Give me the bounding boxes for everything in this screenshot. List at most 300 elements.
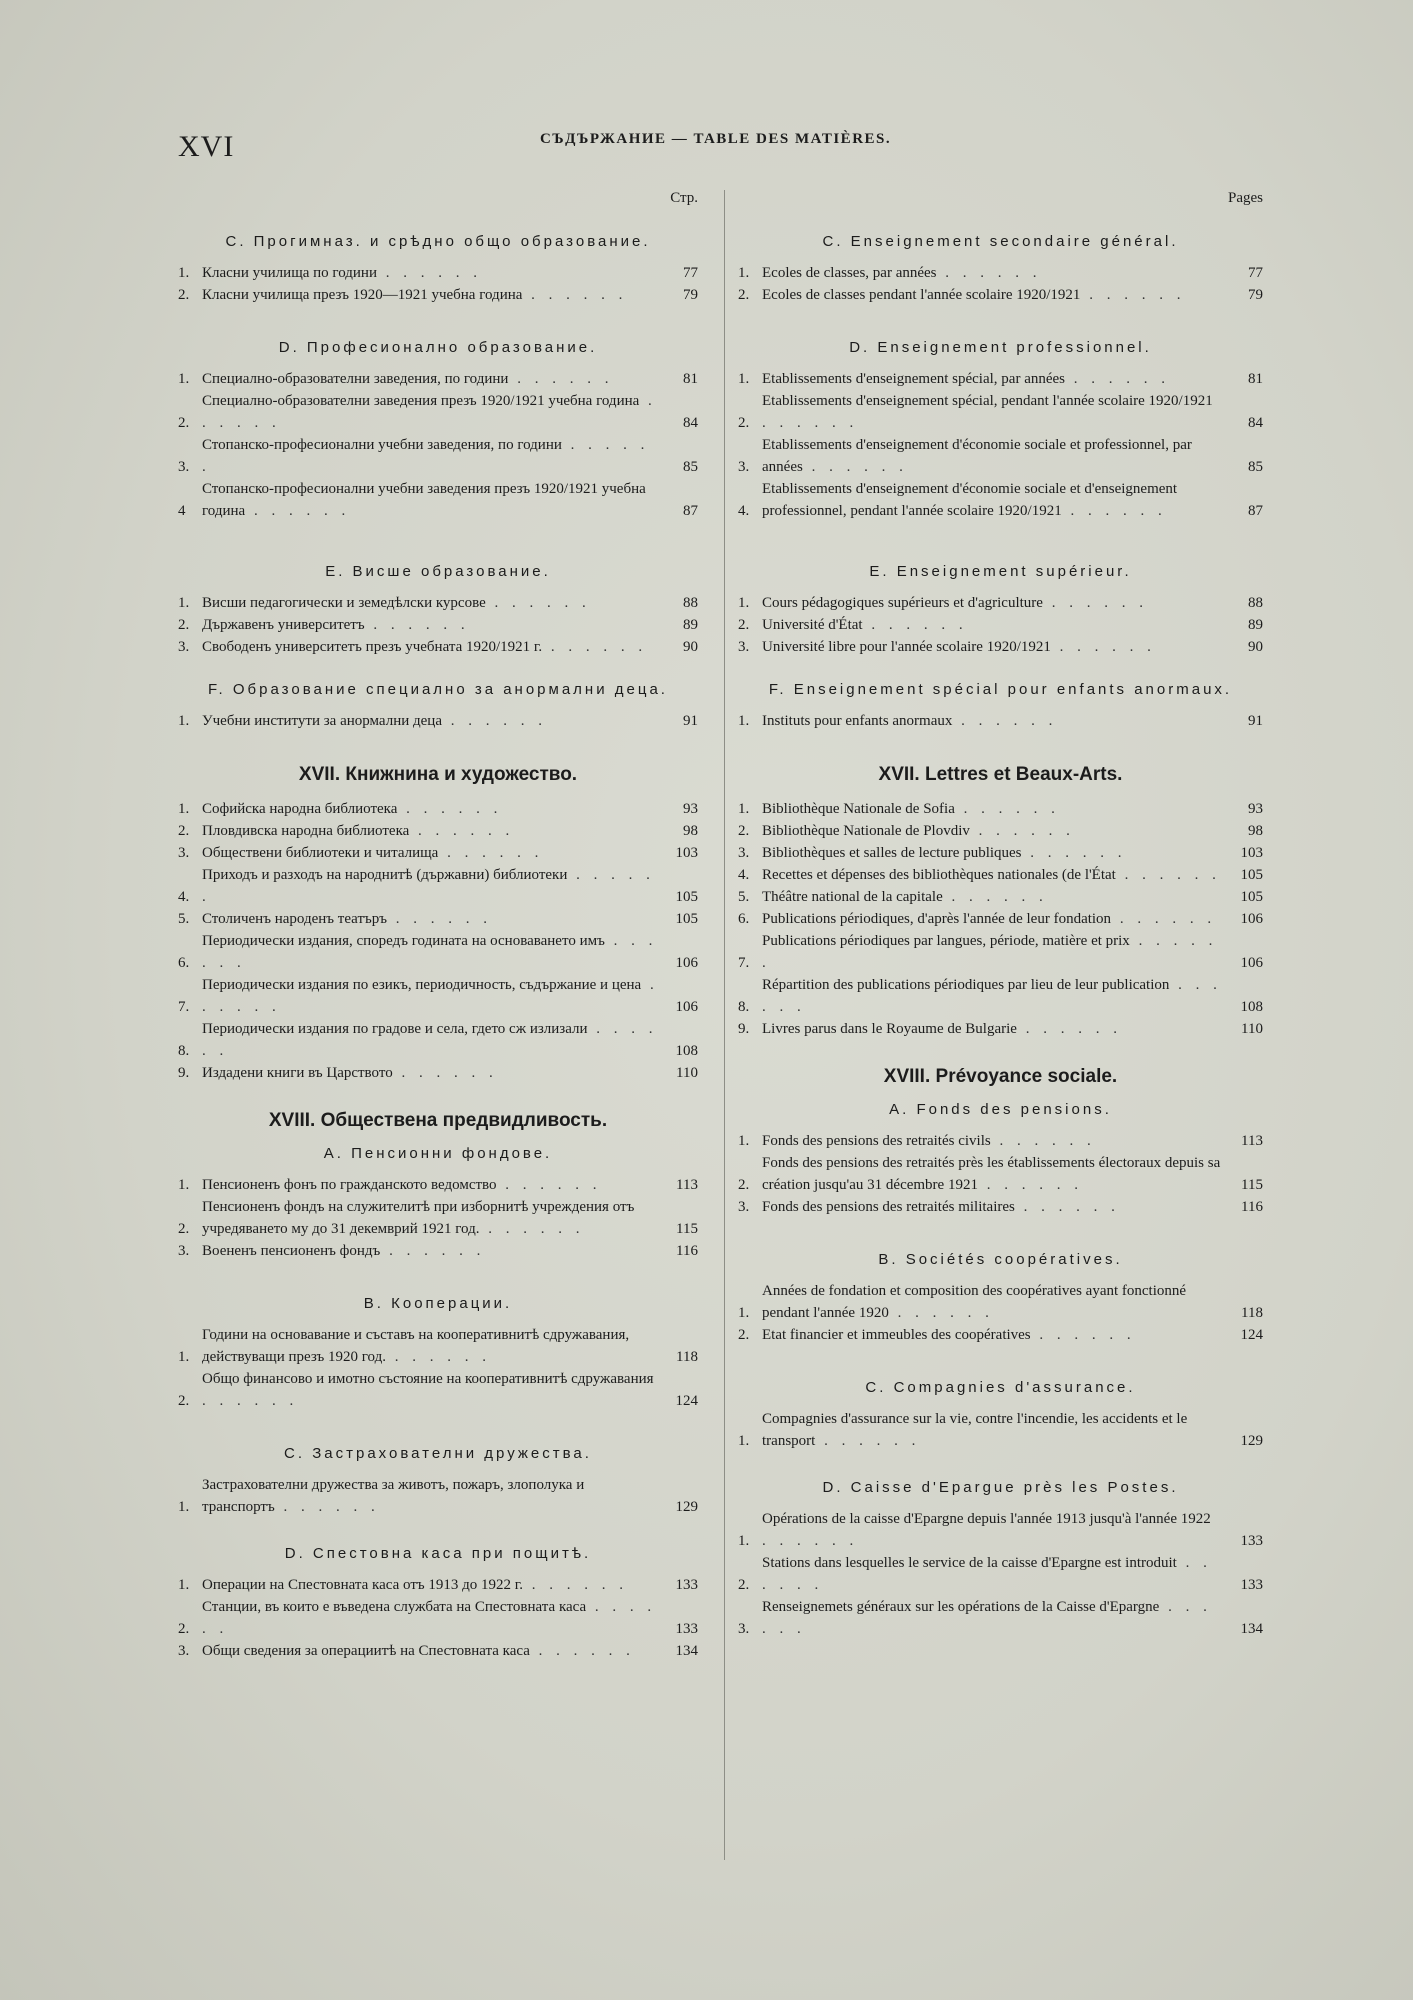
entry-page: 87	[683, 503, 698, 519]
toc-entry	[738, 390, 1263, 434]
entry-title-text: Stations dans lesquelles le service de la caisse d'Epargne est introduit	[762, 1555, 1177, 1571]
entry-number: 4.	[738, 867, 750, 883]
entry-number: 1.	[178, 1577, 190, 1593]
dot-leader: . . . . . .	[762, 1555, 1212, 1593]
entry-title-text: Общи сведения за операциитѣ на Спестовната каса	[202, 1643, 530, 1659]
toc-entry	[738, 614, 1263, 636]
entry-number: 2.	[178, 1221, 190, 1237]
entry-number: 1.	[178, 265, 190, 281]
dot-leader: . . . . . .	[1061, 503, 1167, 519]
section-heading: C. Compagnies d'assurance.	[865, 1379, 1136, 1396]
dot-leader: . . . . . .	[815, 1433, 921, 1449]
entry-number: 3.	[178, 639, 190, 655]
dot-leader: . . . . . .	[508, 371, 614, 387]
entry-page: 81	[1248, 371, 1263, 387]
entry-page: 106	[675, 999, 698, 1015]
section-heading: D. Професионално образование.	[278, 339, 598, 356]
entry-title	[202, 710, 660, 732]
entry-number: 2.	[178, 1621, 190, 1637]
entry-page: 81	[683, 371, 698, 387]
toc-entry	[178, 284, 698, 306]
dot-leader: . . . . . .	[479, 1221, 585, 1237]
entry-number: 1.	[738, 371, 750, 387]
toc-entry	[738, 930, 1263, 974]
entry-title-text: Обществени библиотеки и читалища	[202, 845, 439, 861]
entry-page: 110	[676, 1065, 698, 1081]
dot-leader: . . . . . .	[1030, 1327, 1136, 1343]
entry-title	[202, 1196, 660, 1240]
toc-entry	[738, 478, 1263, 522]
toc-block	[738, 1064, 1263, 1218]
dot-leader: . . . . . .	[202, 393, 657, 431]
dot-leader: . . . . . .	[977, 1177, 1083, 1193]
dot-leader: . . . . . .	[954, 801, 1060, 817]
entry-title	[202, 390, 660, 434]
entry-title	[202, 636, 660, 658]
entry-number: 1.	[178, 595, 190, 611]
entry-title-text: Fonds des pensions des retraités près les établissements électoraux depuis sa création jusqu'au 31 décembre 1921	[762, 1155, 1221, 1193]
toc-entry	[178, 390, 698, 434]
dot-leader: . . . . . .	[969, 823, 1075, 839]
entry-title	[202, 1474, 660, 1518]
dot-leader: . . . . . .	[202, 1393, 299, 1409]
section-heading: F. Образование специално за анормални деца.	[208, 681, 668, 698]
dot-leader: . . . . . .	[1050, 639, 1156, 655]
entry-title-text: Bibliothèques et salles de lecture publiques	[762, 845, 1022, 861]
entry-title-text: Класни училища по години	[202, 265, 377, 281]
section-heading: E. Enseignement supérieur.	[869, 563, 1132, 580]
entry-number: 3.	[178, 459, 190, 475]
toc-block	[178, 680, 698, 732]
entry-title	[762, 1018, 1225, 1040]
entry-page: 105	[1240, 889, 1263, 905]
dot-leader: . . . . . .	[397, 801, 503, 817]
dot-leader: . . . . . .	[202, 867, 655, 905]
entry-page: 103	[1240, 845, 1263, 861]
dot-leader: . . . . . .	[762, 977, 1222, 1015]
entry-title	[762, 798, 1225, 820]
entry-title-text: Столиченъ народенъ театъръ	[202, 911, 388, 927]
entry-page: 124	[1240, 1327, 1263, 1343]
entry-number: 2.	[178, 287, 190, 303]
entry-title	[762, 842, 1225, 864]
entry-page: 106	[675, 955, 698, 971]
entry-title	[202, 864, 660, 908]
entry-number: 4	[178, 503, 186, 519]
toc-entry	[738, 1130, 1263, 1152]
entry-title-text: Etablissements d'enseignement spécial, par années	[762, 371, 1066, 387]
entry-title-text: Ecoles de classes, par années	[762, 265, 937, 281]
entry-page: 90	[1248, 639, 1263, 655]
toc-entry	[178, 974, 698, 1018]
entry-number: 5.	[178, 911, 190, 927]
toc-entry	[178, 710, 698, 732]
entry-title-text: Opérations de la caisse d'Epargne depuis l'année 1913 jusqu'à l'année 1922	[762, 1511, 1211, 1527]
column-divider	[724, 190, 725, 1860]
entry-title	[202, 368, 660, 390]
toc-entry	[738, 798, 1263, 820]
entry-title-text: Cours pédagogiques supérieurs et d'agriculture	[762, 595, 1043, 611]
dot-leader: . . . . . .	[1115, 867, 1221, 883]
entry-page: 105	[675, 911, 698, 927]
entry-page: 77	[1248, 265, 1263, 281]
entry-page: 116	[1241, 1199, 1263, 1215]
toc-entry	[738, 1552, 1263, 1596]
entry-title	[202, 614, 660, 636]
toc-entry	[738, 284, 1263, 306]
dot-leader: . . . . . .	[380, 1243, 486, 1259]
entry-page: 85	[1248, 459, 1263, 475]
entry-title-text: Instituts pour enfants anormaux	[762, 713, 953, 729]
entry-number: 2.	[178, 415, 190, 431]
toc-entry	[738, 886, 1263, 908]
entry-page: 87	[1248, 503, 1263, 519]
entry-title-text: Répartition des publications périodiques par lieu de leur publication	[762, 977, 1170, 993]
entry-number: 1.	[738, 1305, 750, 1321]
toc-entry	[178, 1324, 698, 1368]
toc-entry	[178, 1640, 698, 1662]
entry-title-text: Застрахователни дружества за животъ, пожаръ, злополука и транспортъ	[202, 1477, 585, 1515]
entry-title-text: Fonds des pensions des retraités civils	[762, 1133, 991, 1149]
entry-number: 1.	[738, 713, 750, 729]
toc-entry	[178, 1174, 698, 1196]
entry-title-text: Etat financier et immeubles des coopératives	[762, 1327, 1031, 1343]
dot-leader: . . . . . .	[364, 617, 470, 633]
entry-number: 3.	[738, 639, 750, 655]
entry-page: 91	[1248, 713, 1263, 729]
entry-title-text: Специално-образователни заведения презъ 1920/1921 учебна година	[202, 393, 640, 409]
entry-title	[762, 1130, 1225, 1152]
entry-page: 115	[676, 1221, 698, 1237]
toc-block	[178, 1108, 698, 1262]
toc-entry	[178, 842, 698, 864]
entry-title	[762, 368, 1225, 390]
entry-title	[202, 1640, 660, 1662]
entry-number: 2.	[738, 1177, 750, 1193]
entry-title	[202, 1574, 660, 1596]
dot-leader: . . . . . .	[392, 1065, 498, 1081]
entry-title-text: Etablissements d'enseignement spécial, pendant l'année scolaire 1920/1921	[762, 393, 1213, 409]
entry-number: 3.	[738, 1199, 750, 1215]
entry-number: 6.	[178, 955, 190, 971]
entry-page: 103	[675, 845, 698, 861]
entry-title	[762, 710, 1225, 732]
entry-page: 113	[1241, 1133, 1263, 1149]
toc-block	[178, 1294, 698, 1412]
toc-entry	[178, 434, 698, 478]
entry-page: 115	[1241, 1177, 1263, 1193]
toc-entry	[178, 592, 698, 614]
dot-leader: . . . . . .	[202, 1021, 658, 1059]
entry-title	[762, 974, 1225, 1018]
entry-title-text: Стопанско-професионални учебни заведения, по години	[202, 437, 562, 453]
entry-title	[762, 284, 1225, 306]
dot-leader: . . . . . .	[387, 911, 493, 927]
entry-title	[202, 1018, 660, 1062]
toc-block	[738, 562, 1263, 658]
toc-entry	[178, 614, 698, 636]
section-heading: A. Пенсионни фондове.	[323, 1145, 553, 1162]
dot-leader: . . . . . .	[274, 1499, 380, 1515]
entry-title	[762, 886, 1225, 908]
entry-number: 2.	[738, 617, 750, 633]
entry-page: 106	[1240, 955, 1263, 971]
entry-title	[762, 1152, 1225, 1196]
section-heading: E. Висше образование.	[325, 563, 551, 580]
toc-block	[738, 232, 1263, 306]
entry-page: 98	[1248, 823, 1263, 839]
toc-entry	[178, 1596, 698, 1640]
section-heading: C. Enseignement secondaire général.	[822, 233, 1179, 250]
entry-title-text: Висши педагогически и земедѣлски курсове	[202, 595, 486, 611]
dot-leader: . . . . . .	[762, 415, 859, 431]
entry-title	[202, 820, 660, 842]
dot-leader: . . . . . .	[762, 1599, 1212, 1637]
entry-page: 108	[1240, 999, 1263, 1015]
toc-entry	[738, 974, 1263, 1018]
entry-title-text: Université d'État	[762, 617, 863, 633]
entry-title-text: Пловдивска народна библиотека	[202, 823, 410, 839]
pages-label: Стр.	[670, 190, 698, 206]
entry-title	[202, 284, 660, 306]
toc-block	[738, 338, 1263, 522]
dot-leader: . . . . . .	[522, 1577, 628, 1593]
part-title: XVII. Книжнина и художество.	[298, 764, 578, 785]
entry-title-text: Publications périodiques, d'après l'année de leur fondation	[762, 911, 1112, 927]
toc-entry	[738, 1324, 1263, 1346]
entry-number: 2.	[178, 1393, 190, 1409]
entry-title	[202, 1062, 660, 1084]
toc-entry	[178, 908, 698, 930]
entry-number: 1.	[178, 801, 190, 817]
entry-page: 93	[683, 801, 698, 817]
section-heading: C. Прогимназ. и срѣдно общо образование.	[225, 233, 651, 250]
entry-number: 1.	[178, 1499, 190, 1515]
section-heading: F. Enseignement spécial pour enfants anormaux.	[768, 681, 1233, 698]
entry-title	[762, 1324, 1225, 1346]
toc-block	[178, 1544, 698, 1662]
toc-block	[178, 762, 698, 1084]
entry-page: 129	[675, 1499, 698, 1515]
toc-entry	[738, 1508, 1263, 1552]
entry-page: 105	[1240, 867, 1263, 883]
dot-leader: . . . . . .	[529, 1643, 635, 1659]
entry-title	[202, 262, 660, 284]
toc-entry	[738, 368, 1263, 390]
dot-leader: . . . . . .	[496, 1177, 602, 1193]
entry-title	[202, 974, 660, 1018]
toc-entry	[178, 864, 698, 908]
toc-entry	[178, 820, 698, 842]
toc-entry	[178, 930, 698, 974]
toc-block	[738, 762, 1263, 1040]
entry-page: 79	[683, 287, 698, 303]
entry-title-text: Софийска народна библиотека	[202, 801, 398, 817]
toc-entry	[738, 592, 1263, 614]
entry-title	[762, 864, 1225, 886]
toc-entry	[738, 1280, 1263, 1324]
entry-number: 3.	[738, 1621, 750, 1637]
toc-block	[178, 562, 698, 658]
entry-title-text: Publications périodiques par langues, période, matière et prix	[762, 933, 1130, 949]
entry-number: 6.	[738, 911, 750, 927]
entry-number: 1.	[178, 1177, 190, 1193]
pages-label: Pages	[1228, 190, 1263, 206]
dot-leader: . . . . . .	[1042, 595, 1148, 611]
entry-page: 118	[1241, 1305, 1263, 1321]
entry-page: 116	[676, 1243, 698, 1259]
entry-title-text: Приходъ и разходъ на народнитѣ (държавни) библиотеки	[202, 867, 568, 883]
toc-entry	[738, 820, 1263, 842]
running-header: СЪДЪРЖАНИЕ — TABLE DES MATIÈRES.	[540, 131, 892, 147]
entry-page: 133	[1240, 1533, 1263, 1549]
entry-title	[762, 1196, 1225, 1218]
entry-title	[202, 592, 660, 614]
entry-title	[202, 1596, 660, 1640]
entry-page: 88	[683, 595, 698, 611]
entry-page: 118	[676, 1349, 698, 1365]
toc-entry	[178, 798, 698, 820]
entry-title	[202, 434, 660, 478]
entry-page: 93	[1248, 801, 1263, 817]
french-column	[738, 188, 1263, 1640]
entry-title-text: Периодически издания по градове и села, гдето сж излизали	[202, 1021, 588, 1037]
section-heading: B. Кооперации.	[363, 1295, 513, 1312]
dot-leader: . . . . . .	[522, 287, 628, 303]
entry-number: 9.	[178, 1065, 190, 1081]
entry-number: 3.	[738, 459, 750, 475]
entry-page: 84	[683, 415, 698, 431]
dot-leader: . . . . . .	[245, 503, 351, 519]
entry-number: 1.	[738, 801, 750, 817]
entry-title-text: Université libre pour l'année scolaire 1920/1921	[762, 639, 1051, 655]
entry-title-text: Пенсионенъ фондъ на служителитѣ при изборнитѣ учреждения отъ учредяването му до 31 декемврий 1921 год.	[202, 1199, 635, 1237]
toc-block	[738, 1250, 1263, 1346]
entry-page: 85	[683, 459, 698, 475]
bulgarian-column	[178, 188, 698, 1662]
dot-leader: . . . . . .	[802, 459, 908, 475]
entry-title-text: Стопанско-професионални учебни заведения презъ 1920/1921 учебна година	[202, 481, 646, 519]
entry-number: 3.	[178, 1643, 190, 1659]
toc-entry	[738, 262, 1263, 284]
entry-title-text: Années de fondation et composition des coopératives ayant fonctionné pendant l'année 1920	[762, 1283, 1187, 1321]
entry-title-text: Etablissements d'enseignement d'économie sociale et professionnel, par années	[762, 437, 1192, 475]
section-heading: A. Fonds des pensions.	[889, 1101, 1112, 1118]
entry-number: 1.	[738, 1133, 750, 1149]
entry-title-text: Пенсионенъ фонъ по гражданското ведомство	[202, 1177, 497, 1193]
entry-number: 4.	[178, 889, 190, 905]
entry-number: 4.	[738, 503, 750, 519]
entry-number: 9.	[738, 1021, 750, 1037]
entry-number: 2.	[178, 617, 190, 633]
entry-title	[762, 820, 1225, 842]
entry-title-text: Специално-образователни заведения, по години	[202, 371, 509, 387]
toc-entry	[738, 636, 1263, 658]
entry-page: 133	[675, 1577, 698, 1593]
entry-number: 1.	[738, 1433, 750, 1449]
dot-leader: . . . . . .	[888, 1305, 994, 1321]
dot-leader: . . . . . .	[762, 933, 1218, 971]
toc-entry	[738, 434, 1263, 478]
entry-title	[762, 1408, 1225, 1452]
toc-entry	[178, 1368, 698, 1412]
entry-page: 124	[675, 1393, 698, 1409]
entry-title	[202, 1368, 660, 1412]
dot-leader: . . . . . .	[1111, 911, 1217, 927]
toc-entry	[178, 368, 698, 390]
entry-title-text: Renseignemets généraux sur les opérations de la Caisse d'Epargne	[762, 1599, 1160, 1615]
entry-number: 2.	[738, 1577, 750, 1593]
entry-title	[762, 390, 1225, 434]
entry-title	[762, 592, 1225, 614]
entry-title-text: Recettes et dépenses des bibliothèques nationales (de l'État	[762, 867, 1116, 883]
toc-entry	[178, 1574, 698, 1596]
section-heading: B. Sociétés coopératives.	[878, 1251, 1123, 1268]
section-heading: D. Enseignement professionnel.	[849, 339, 1152, 356]
toc-entry	[178, 1196, 698, 1240]
entry-number: 1.	[738, 1533, 750, 1549]
entry-number: 8.	[178, 1043, 190, 1059]
entry-number: 7.	[178, 999, 190, 1015]
entry-title-text: Théâtre national de la capitale	[762, 889, 943, 905]
entry-title-text: Операции на Спестовната каса отъ 1913 до 1922 г.	[202, 1577, 523, 1593]
entry-page: 133	[1240, 1577, 1263, 1593]
dot-leader: . . . . . .	[542, 639, 648, 655]
entry-title-text: Класни училища презъ 1920—1921 учебна година	[202, 287, 523, 303]
entry-title-text: Станции, въ които е въведена службата на Спестовната каса	[202, 1599, 587, 1615]
dot-leader: . . . . . .	[202, 977, 659, 1015]
toc-block	[178, 232, 698, 306]
entry-page: 113	[676, 1177, 698, 1193]
entry-title	[202, 798, 660, 820]
entry-title-text: Години на основавание и съставъ на кооперативнитѣ сдружавания, действуващи презъ 1920 год.	[202, 1327, 630, 1365]
toc-block	[178, 338, 698, 522]
toc-entry	[738, 864, 1263, 886]
entry-number: 3.	[178, 845, 190, 861]
dot-leader: . . . . . .	[202, 1599, 657, 1637]
entry-title	[762, 1280, 1225, 1324]
dot-leader: . . . . . .	[942, 889, 1048, 905]
entry-title-text: Воененъ пенсионенъ фондъ	[202, 1243, 381, 1259]
entry-number: 2.	[738, 823, 750, 839]
entry-title	[762, 614, 1225, 636]
entry-title	[762, 1508, 1225, 1552]
dot-leader: . . . . . .	[762, 1533, 859, 1549]
entry-number: 1.	[178, 1349, 190, 1365]
entry-number: 2.	[738, 287, 750, 303]
entry-page: 129	[1240, 1433, 1263, 1449]
entry-page: 88	[1248, 595, 1263, 611]
part-title: XVII. Lettres et Beaux-Arts.	[878, 764, 1123, 785]
entry-title	[762, 636, 1225, 658]
toc-entry	[178, 262, 698, 284]
entry-number: 1.	[178, 713, 190, 729]
entry-page: 108	[675, 1043, 698, 1059]
entry-number: 5.	[738, 889, 750, 905]
entry-title	[202, 1240, 660, 1262]
entry-title	[762, 1552, 1225, 1596]
toc-entry	[178, 1474, 698, 1518]
entry-number: 8.	[738, 999, 750, 1015]
dot-leader: . . . . . .	[990, 1133, 1096, 1149]
dot-leader: . . . . . .	[1021, 845, 1127, 861]
entry-page: 77	[683, 265, 698, 281]
entry-title-text: Compagnies d'assurance sur la vie, contre l'incendie, les accidents et le transport	[762, 1411, 1188, 1449]
entry-page: 90	[683, 639, 698, 655]
entry-number: 3.	[738, 845, 750, 861]
toc-entry	[738, 1408, 1263, 1452]
dot-leader: . . . . . .	[377, 265, 482, 281]
